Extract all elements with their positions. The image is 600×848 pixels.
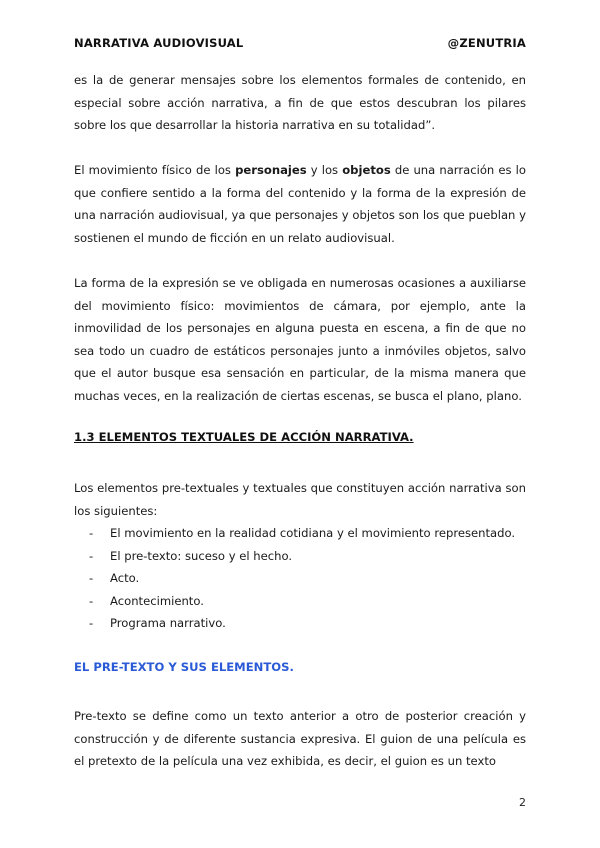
header-handle: @ZENUTRIA xyxy=(447,36,526,50)
list-item xyxy=(89,612,526,635)
list-item-text: Acto. xyxy=(110,571,140,586)
list-item xyxy=(89,567,526,590)
list-item-text: Acontecimiento. xyxy=(110,593,204,608)
paragraph-text: El movimiento físico de los xyxy=(74,163,236,177)
list-item xyxy=(89,522,526,545)
paragraph-pretext-definition: Pre-texto se define como un texto anterior a otro de posterior creación y construcción y de diferente sustancia expresiva. El guion de una película es el pretexto de la película una vez exhibida, es decir, el guion es un texto xyxy=(74,709,526,769)
paragraph-text: de una narración es lo que confiere sentido a la forma del contenido y la forma de la expresión de una narración audiovisual, ya que personajes y objetos son los que pueblan y sostienen el mundo de ficción en un relato audiovisual. xyxy=(74,163,526,245)
section-heading: 1.3 ELEMENTOS TEXTUALES DE ACCIÓN NARRATIVA. xyxy=(74,430,414,444)
list-item-text: Programa narrativo. xyxy=(110,616,226,631)
elements-list xyxy=(89,522,526,635)
bold-term-personajes: personajes xyxy=(235,163,307,177)
page-number: 2 xyxy=(519,796,526,809)
page-header xyxy=(74,36,526,50)
paragraph-expression-form: La forma de la expresión se ve obligada en numerosas ocasiones a auxiliarse del movimiento físico: movimientos de cámara, por ejemplo, ante la inmovilidad de los personajes en alguna puesta en escena, a fin de que no sea todo un cuadro de estáticos personajes junto a inmóviles objetos, salvo que el autor busque esa sensación en particular, de la misma manera que muchas veces, en la realización de ciertas escenas, se busca el plano, plano. xyxy=(74,276,526,403)
list-item xyxy=(89,590,526,613)
bold-term-objetos: objetos xyxy=(342,163,391,177)
list-item xyxy=(89,545,526,568)
list-dash: - xyxy=(89,571,94,586)
subsection-heading: EL PRE-TEXTO Y SUS ELEMENTOS. xyxy=(74,660,294,674)
list-dash: - xyxy=(89,593,94,608)
list-dash: - xyxy=(89,526,94,540)
list-item-text: El pre-texto: suceso y el hecho. xyxy=(110,548,293,563)
list-item-text: El movimiento en la realidad cotidiana y el movimiento representado. xyxy=(110,526,516,540)
list-dash: - xyxy=(89,616,94,631)
paragraph-list-intro: Los elementos pre-textuales y textuales que constituyen acción narrativa son los siguientes: xyxy=(74,481,526,518)
paragraph-continuation: es la de generar mensajes sobre los elementos formales de contenido, en especial sobre acción narrativa, a fin de que estos descubran los pilares sobre los que desarrollar la historia narrativa en su totalidad”. xyxy=(74,73,526,133)
list-dash: - xyxy=(89,548,94,563)
header-title: NARRATIVA AUDIOVISUAL xyxy=(74,36,244,50)
paragraph-text: y los xyxy=(306,163,343,177)
paragraph-physical-movement xyxy=(74,159,526,249)
